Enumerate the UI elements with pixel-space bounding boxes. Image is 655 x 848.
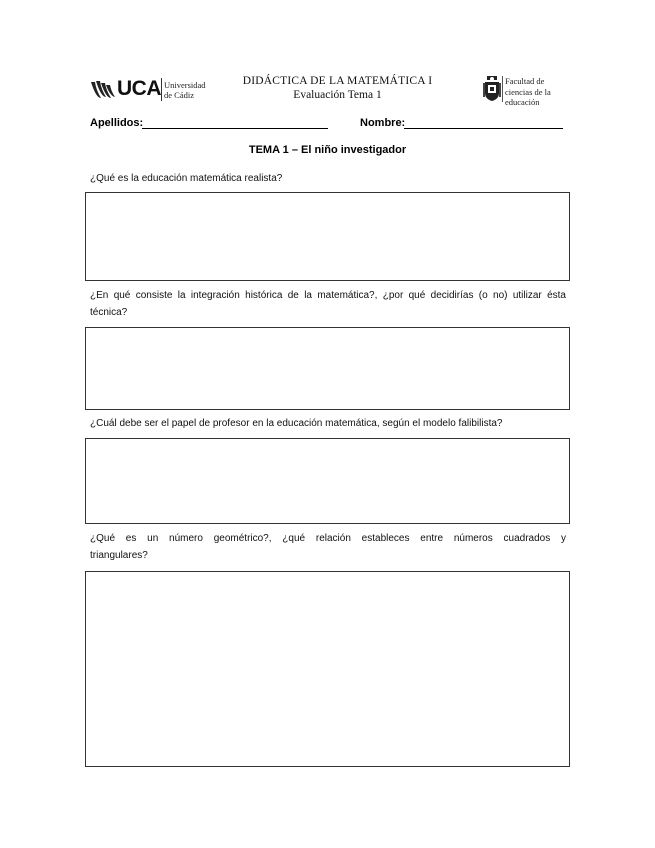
surname-label: Apellidos: [90, 117, 144, 129]
question-2-line-2: técnica? [90, 307, 128, 318]
uca-brand: UCA [117, 77, 161, 100]
logo-divider [161, 78, 162, 101]
question-2-line-1: ¿En qué consiste la integración histórica de la matemática?, ¿por qué decidirías (o no) utilizar ésta [90, 290, 566, 301]
question-2 [90, 287, 566, 321]
faculty-shield-icon [483, 75, 501, 102]
topic-title: TEMA 1 – El niño investigador [248, 144, 407, 156]
faculty-name: Facultad de ciencias de la educación [505, 76, 551, 107]
question-3: ¿Cuál debe ser el papel de profesor en la educación matemática, según el modelo falibilista? [90, 418, 503, 429]
question-4-line-1: ¿Qué es un número geométrico?, ¿qué relación estableces entre números cuadrados y [90, 533, 566, 544]
question-4-line-2: triangulares? [90, 550, 148, 561]
question-1: ¿Qué es la educación matemática realista? [90, 173, 283, 184]
uca-waves-icon [90, 78, 116, 100]
university-name: Universidad de Cádiz [164, 80, 206, 100]
document-title: DIDÁCTICA DE LA MATEMÁTICA I [242, 75, 433, 87]
answer-box-4[interactable] [85, 571, 570, 767]
surname-field[interactable] [142, 128, 328, 129]
faculty-divider [502, 76, 503, 102]
name-field[interactable] [404, 128, 563, 129]
answer-box-3[interactable] [85, 438, 570, 524]
question-4 [90, 530, 566, 564]
uca-logo [90, 76, 210, 104]
answer-box-2[interactable] [85, 327, 570, 410]
answer-box-1[interactable] [85, 192, 570, 281]
name-label: Nombre: [360, 117, 406, 129]
document-subtitle: Evaluación Tema 1 [293, 89, 382, 101]
